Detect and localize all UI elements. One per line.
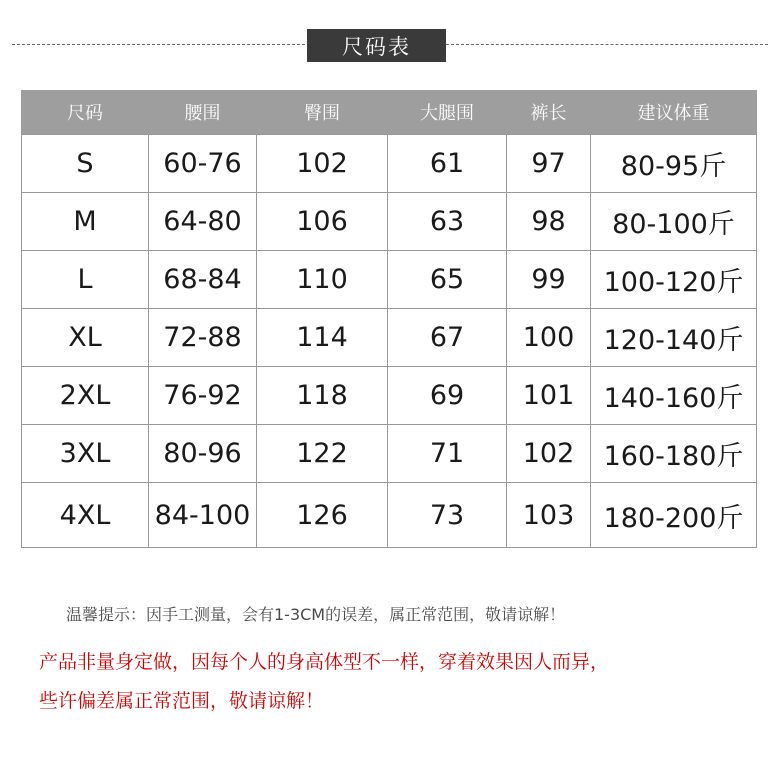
cell-size: 4XL xyxy=(22,483,149,548)
cell-waist: 72-88 xyxy=(149,309,257,367)
measurement-note: 温馨提示：因手工测量，会有1-3CM的误差，属正常范围，敬请谅解！ xyxy=(66,605,566,624)
table-row xyxy=(22,367,757,425)
table-header-row xyxy=(22,90,757,135)
cell-hip: 122 xyxy=(257,425,388,483)
cell-thigh: 61 xyxy=(388,135,507,193)
cell-hip: 118 xyxy=(257,367,388,425)
cell-length: 103 xyxy=(507,483,591,548)
size-chart-table xyxy=(21,90,757,548)
cell-hip: 114 xyxy=(257,309,388,367)
cell-length: 100 xyxy=(507,309,591,367)
table-row xyxy=(22,483,757,548)
header-length: 裤长 xyxy=(507,90,591,135)
cell-hip: 110 xyxy=(257,251,388,309)
page-title: 尺码表 xyxy=(307,29,446,62)
cell-size: M xyxy=(22,193,149,251)
cell-waist: 76-92 xyxy=(149,367,257,425)
cell-weight: 80-95斤 xyxy=(591,135,757,193)
cell-size: XL xyxy=(22,309,149,367)
cell-length: 97 xyxy=(507,135,591,193)
cell-thigh: 69 xyxy=(388,367,507,425)
cell-thigh: 67 xyxy=(388,309,507,367)
disclaimer-line-2: 些许偏差属正常范围，敬请谅解！ xyxy=(39,690,325,712)
header-size: 尺码 xyxy=(22,90,149,135)
cell-waist: 68-84 xyxy=(149,251,257,309)
title-divider-right xyxy=(446,44,768,45)
cell-thigh: 65 xyxy=(388,251,507,309)
cell-hip: 126 xyxy=(257,483,388,548)
cell-length: 101 xyxy=(507,367,591,425)
cell-waist: 84-100 xyxy=(149,483,257,548)
cell-thigh: 73 xyxy=(388,483,507,548)
cell-hip: 106 xyxy=(257,193,388,251)
cell-waist: 60-76 xyxy=(149,135,257,193)
cell-length: 99 xyxy=(507,251,591,309)
cell-size: 2XL xyxy=(22,367,149,425)
cell-length: 102 xyxy=(507,425,591,483)
table-row xyxy=(22,425,757,483)
cell-waist: 64-80 xyxy=(149,193,257,251)
cell-size: L xyxy=(22,251,149,309)
cell-length: 98 xyxy=(507,193,591,251)
cell-thigh: 63 xyxy=(388,193,507,251)
header-thigh: 大腿围 xyxy=(388,90,507,135)
cell-weight: 120-140斤 xyxy=(591,309,757,367)
cell-weight: 160-180斤 xyxy=(591,425,757,483)
cell-weight: 140-160斤 xyxy=(591,367,757,425)
table-row xyxy=(22,135,757,193)
table-row xyxy=(22,251,757,309)
table-row xyxy=(22,309,757,367)
cell-waist: 80-96 xyxy=(149,425,257,483)
header-waist: 腰围 xyxy=(149,90,257,135)
cell-size: S xyxy=(22,135,149,193)
cell-hip: 102 xyxy=(257,135,388,193)
header-hip: 臀围 xyxy=(257,90,388,135)
disclaimer-line-1: 产品非量身定做，因每个人的身高体型不一样，穿着效果因人而异， xyxy=(39,651,610,673)
cell-weight: 80-100斤 xyxy=(591,193,757,251)
table-row xyxy=(22,193,757,251)
header-weight: 建议体重 xyxy=(591,90,757,135)
cell-size: 3XL xyxy=(22,425,149,483)
title-divider-left xyxy=(12,44,310,45)
cell-weight: 180-200斤 xyxy=(591,483,757,548)
cell-thigh: 71 xyxy=(388,425,507,483)
cell-weight: 100-120斤 xyxy=(591,251,757,309)
